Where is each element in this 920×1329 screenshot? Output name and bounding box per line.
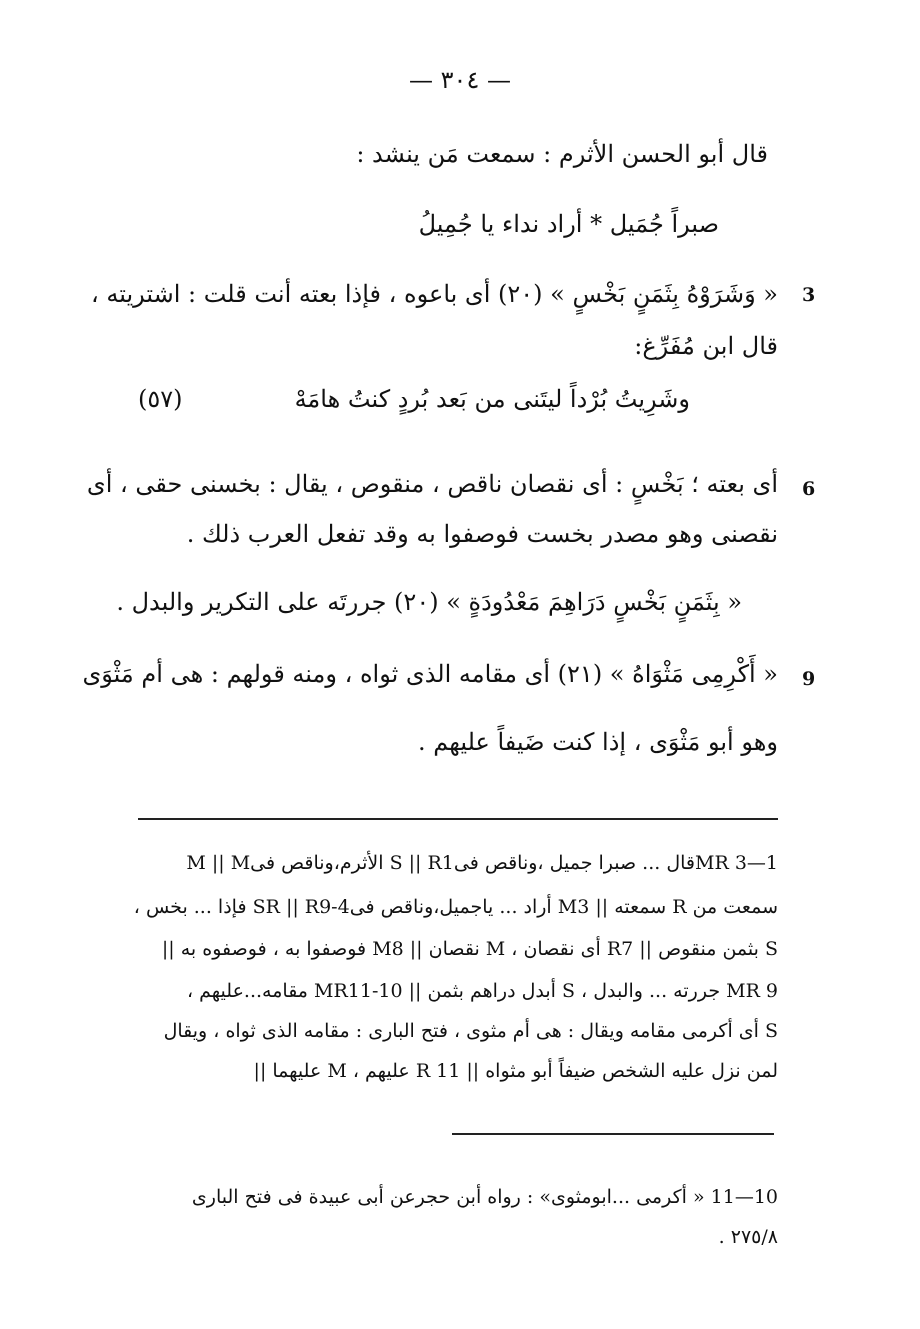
verse-line-2: وشَرِيتُ بُرْداً ليتَنى من بَعد بُردٍ كنتُ هامَهْ [294,385,690,413]
apparatus-rule [138,818,778,820]
note-line-1: 10—11 « أكرمى ...ابومثوى» : رواه أبن حجرعن أبى عبيدة فى فتح البارى [191,1186,778,1208]
text-line-10: وهو أبو مَثْوَى ، إذا كنت ضَيفاً عليهم . [418,728,778,756]
line-number-3: 3 [802,284,816,306]
apparatus-line-6: لمن نزل عليه الشخص ضيفاً أبو مثواه || R 11 عليهم ، M عليهما || [253,1060,778,1082]
text-line-8: « بِثَمَنٍ بَخْسٍ دَرَاهِمَ مَعْدُودَةٍ » (٢٠) جررتَه على التكرير والبدل . [116,588,742,616]
verse-line-1: صبراً جُمَيل * أراد نداء يا جُمِيلُ [418,210,719,238]
line-number-6: 6 [802,478,816,500]
apparatus-line-4: MR 9 جررته ... والبدل ، S أبدل دراهم بثمن || MR11-10 مقامه...عليهم ، [186,980,778,1002]
page-number: — ٣٠٤ — [409,66,511,94]
text-line-7: نقصنى وهو مصدر بخست فوصفوا به وقد تفعل العرب ذلك . [186,520,778,548]
apparatus-line-3: S بثمن منقوص || R7 أى نقصان ، M نقصان || M8 فوصفوا به ، فوصفوه به || [161,938,778,960]
text-line-6: أى بعته ؛ بَخْسٍ : أى نقصان ناقص ، منقوص ، يقال : بخسنى حقى ، أى [86,470,778,498]
note-rule [452,1133,774,1135]
note-line-2: ٢٧٥/٨ . [718,1226,778,1248]
text-line-3: « وَشَرَوْهُ بِثَمَنٍ بَخْسٍ » (٢٠) أى باعوه ، فإذا بعته أنت قلت : اشتريته ، [90,280,778,308]
apparatus-line-1: 1—3 MRقال ... صبرا جميل ،وناقص فىS || R1 الأثرم،وناقص فىM || M [186,852,778,874]
verse-number: (٥٧) [138,385,183,413]
text-line-9: « أَكْرِمِى مَثْوَاهُ » (٢١) أى مقامه الذى ثواه ، ومنه قولهم : هى أم مَثْوَى [82,660,778,688]
line-number-9: 9 [802,668,816,690]
text-line-1: قال أبو الحسن الأثرم : سمعت مَن ينشد : [356,140,768,168]
apparatus-line-5: S أى أكرمى مقامه ويقال : هى أم مثوى ، فتح البارى : مقامه الذى ثواه ، ويقال [163,1020,778,1042]
text-line-4: قال ابن مُفَرِّغ: [634,332,778,360]
apparatus-line-2: سمعت من R سمعته || M3 أراد ... ياجميل،وناقص فىSR || R9-4 فإذا ... بخس ، [133,896,778,918]
